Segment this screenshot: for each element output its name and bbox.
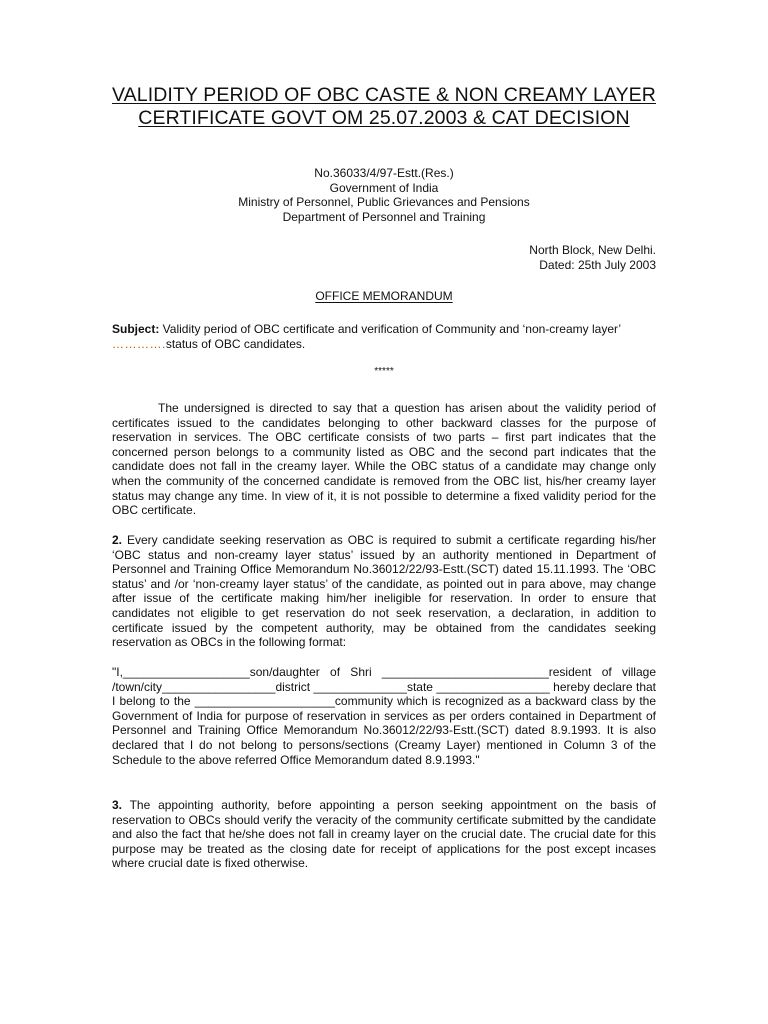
- separator-stars: *****: [374, 366, 394, 377]
- paragraph-2-number: 2.: [112, 533, 123, 547]
- subject-label: Subject:: [112, 322, 160, 336]
- subject-text: Validity period of OBC certificate and verification of Community and ‘non-creamy layer’: [159, 322, 622, 336]
- title-line-2: CERTIFICATE GOVT OM 25.07.2003 & CAT DECISION: [138, 107, 630, 129]
- subject-text-continued: status of OBC candidates.: [165, 336, 306, 351]
- document-title: [60, 84, 708, 130]
- office-memorandum-heading: [100, 289, 668, 303]
- declaration-format: "I,___________________son/daughter of Shri _________________________resident of village /town/city_________________district ______________state _________________ hereby declare that I belong to the _____________________community which is recognized as a backward class by the Government of India for purpose of reservation in services as per orders contained in Department of Personnel and Training Office Memorandum No.36012/22/93-Estt.(SCT) dated 8.9.1993. It is also declared that I do not belong to persons/sections (Creamy Layer) mentioned in Column 3 of the Schedule to the above referred Office Memorandum dated 8.9.1993.": [112, 665, 656, 767]
- paragraph-2-text: Every candidate seeking reservation as OBC is required to submit a certificate regarding his/her ‘OBC status and non-creamy layer status’ issued by an authority mentioned in Department of Personnel and Training Office Memorandum No.36012/22/93-Estt.(SCT) dated 15.11.1993. The ‘OBC status’ and /or ‘non-creamy layer status’ of the candidate, as pointed out in para above, may change after issue of the certificate making him/her ineligible for reservation. In order to ensure that candidates not eligible to get reservation do not seek reservation, a declaration, in addition to certificate issued by the competent authority, may be obtained from the candidates seeking reservation as OBCs in the following format:: [112, 533, 656, 650]
- subject-dots: ………….: [112, 336, 166, 351]
- title-line-1: VALIDITY PERIOD OF OBC CASTE & NON CREAMY LAYER: [112, 84, 656, 106]
- place: North Block, New Delhi.: [529, 243, 656, 257]
- government-name: Government of India: [329, 180, 439, 195]
- paragraph-3-number: 3.: [112, 798, 123, 812]
- paragraph-1: [112, 401, 656, 518]
- ministry-name: Ministry of Personnel, Public Grievances and Pensions: [238, 195, 530, 210]
- memo-heading-text: OFFICE MEMORANDUM: [315, 289, 453, 303]
- subject-line: [112, 322, 657, 351]
- place-and-date: [529, 243, 656, 272]
- department-name: Department of Personnel and Training: [282, 209, 486, 224]
- paragraph-3-text: The appointing authority, before appointing a person seeking appointment on the basis of reservation to OBCs should verify the veracity of the community certificate submitted by the candidate and also the fact that he/she does not fall in creamy layer on the crucial date. The crucial date for this purpose may be treated as the closing date for receipt of applications for the post except incases where crucial date is fixed otherwise.: [112, 798, 656, 871]
- paragraph-2: [112, 533, 656, 650]
- paragraph-1-text: The undersigned is directed to say that a question has arisen about the validity period of certificates issued to the candidates belonging to other backward classes for the purpose of reservation in services. The OBC certificate consists of two parts – first part indicates that the concerned person belongs to a community listed as OBC and the second part indicates that the candidate does not fall in the creamy layer. While the OBC status of a candidate may change only when the community of the concerned candidate is removed from the OBC list, his/her creamy layer status may change any time. In view of it, it is not possible to determine a fixed validity period for the OBC certificate.: [112, 401, 656, 518]
- paragraph-3: [112, 798, 656, 871]
- memo-number: No.36033/4/97-Estt.(Res.): [314, 166, 454, 180]
- date: Dated: 25th July 2003: [539, 257, 656, 272]
- memo-header: [100, 166, 668, 224]
